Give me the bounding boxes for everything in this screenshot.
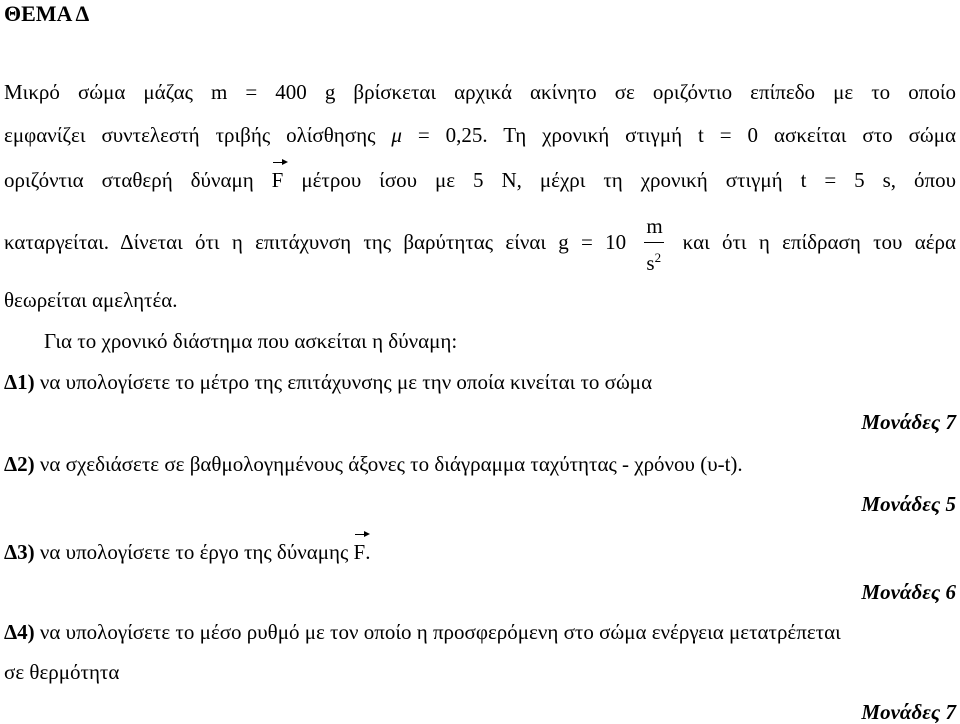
page-title: ΘΕΜΑ Δ xyxy=(4,1,90,26)
question-d4-text-line-2: σε θερμότητα xyxy=(4,660,120,684)
question-d1-points: Μονάδες 7 xyxy=(861,410,956,434)
question-d3-label: Δ3) xyxy=(4,540,35,564)
fraction-denominator-base: s xyxy=(646,251,655,276)
intro-line-3-text-b: μέτρου ίσου με 5 N, μέχρι τη χρονική στιγμή t = 5 s, όπου xyxy=(301,168,957,192)
fraction-denominator xyxy=(646,246,661,275)
intro-line-6: Για το χρονικό διάστημα που ασκείται η δύναμη: xyxy=(44,329,458,353)
question-d4-text: να υπολογίσετε το μέσο ρυθμό με τον οποίο η προσφερόμενη στο σώμα ενέργεια μετατρέπεται xyxy=(39,620,841,644)
force-vector-symbol: F xyxy=(271,168,284,192)
fraction-exponent: 2 xyxy=(654,250,662,266)
question-d3-points: Μονάδες 6 xyxy=(861,580,956,604)
intro-line-2 xyxy=(4,123,956,147)
intro-line-4-text-b: και ότι η επίδραση του αέρα xyxy=(682,230,957,254)
question-d4-label: Δ4) xyxy=(4,620,35,644)
force-vector-symbol-d3: F xyxy=(353,540,366,564)
intro-line-2-text-b: = 0,25. Τη χρονική στιγμή t = 0 ασκείται στο σώμα xyxy=(417,123,957,147)
fraction-numerator: m xyxy=(646,214,663,239)
question-d1-text: να υπολογίσετε το μέτρο της επιτάχυνσης με την οποία κινείται το σώμα xyxy=(39,370,653,394)
question-d2-text: να σχεδιάσετε σε βαθμολογημένους άξονες το διάγραμμα ταχύτητας - χρόνου (υ-t). xyxy=(39,452,743,476)
question-d4-points: Μονάδες 7 xyxy=(861,700,956,724)
question-d3-text-a: να υπολογίσετε το έργο της δύναμης xyxy=(39,540,349,564)
question-d2 xyxy=(4,452,956,476)
question-d3-text-b: . xyxy=(365,540,371,564)
question-d2-label: Δ2) xyxy=(4,452,35,476)
intro-line-5: θεωρείται αμελητέα. xyxy=(4,288,178,312)
intro-line-2-text-a: εμφανίζει συντελεστή τριβής ολίσθησης xyxy=(4,123,376,147)
question-d3 xyxy=(4,540,956,564)
question-d1-label: Δ1) xyxy=(4,370,35,394)
intro-line-4 xyxy=(4,214,957,276)
intro-line-1: Μικρό σώμα μάζας m = 400 g βρίσκεται αρχικά ακίνητο σε οριζόντιο επίπεδο με το οποίο xyxy=(4,80,956,104)
intro-line-3-text-a: οριζόντια σταθερή δύναμη xyxy=(4,168,254,192)
question-d1 xyxy=(4,370,956,394)
intro-line-4-text-a: καταργείται. Δίνεται ότι η επιτάχυνση της βαρύτητας είναι g = 10 xyxy=(4,230,627,254)
gravity-units-fraction xyxy=(644,214,664,276)
fraction-bar xyxy=(644,242,664,243)
intro-line-3 xyxy=(4,168,956,192)
question-d2-points: Μονάδες 5 xyxy=(861,492,956,516)
question-d4 xyxy=(4,620,956,644)
friction-coefficient-symbol: μ xyxy=(391,123,402,147)
